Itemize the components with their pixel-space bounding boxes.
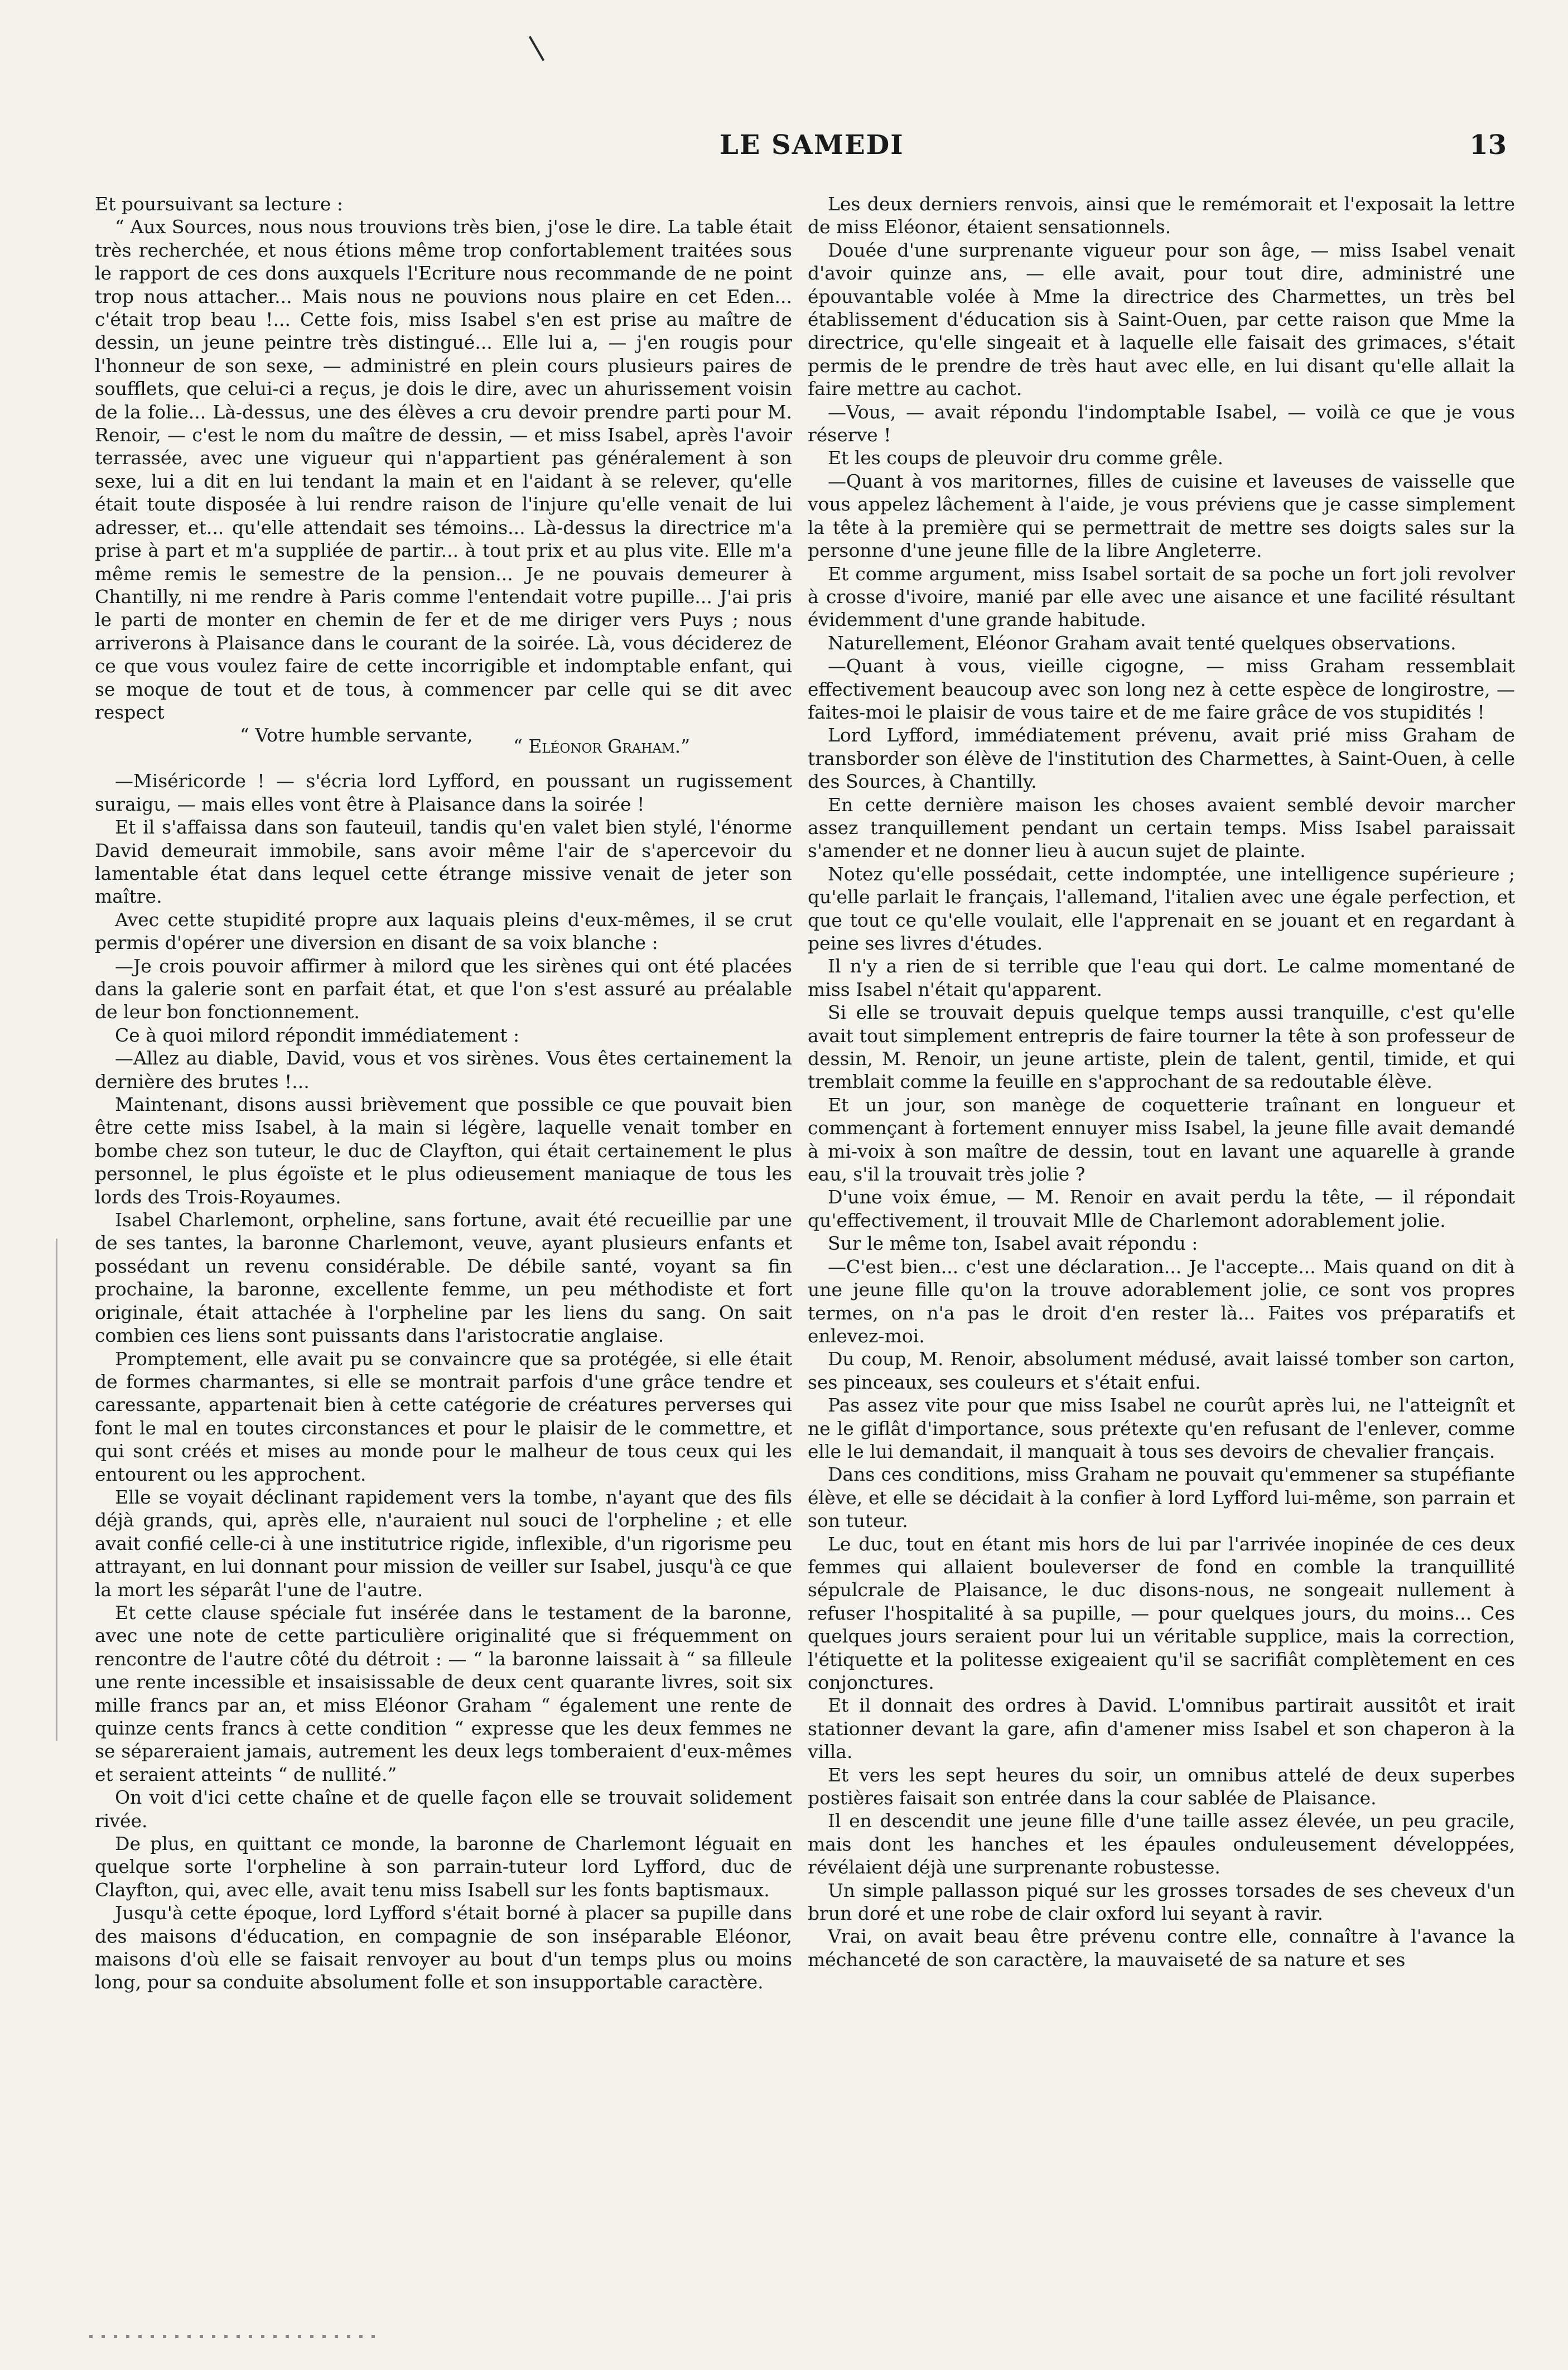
letter-signature-block <box>95 724 792 769</box>
paragraph: Ce à quoi milord répondit immédiatement : <box>115 1024 520 1046</box>
paragraph: Douée d'une surprenante vigueur pour son âge, — miss Isabel venait d'avoir quinze ans, — elle avait, pour tout dire, administré une épouvantable volée à Mme la directrice des Charmettes, un très bel établissement d'éducation sis à Saint-Ouen, par cette raison que Mme la directrice, qu'elle singeait et à laquelle elle faisait des grimaces, s'était permis de le prendre de très haut avec elle, en lui disant qu'elle allait la faire mettre au cachot. <box>808 239 1515 400</box>
paragraph: Jusqu'à cette époque, lord Lyfford s'était borné à placer sa pupille dans des maisons d'éducation, en compagnie de son inséparable Eléonor, maisons d'où elle se faisait renvoyer au bout d'un temps plus ou moins long, pour sa conduite absolument folle et son insupportable caractère. <box>95 1902 792 1993</box>
paragraph: Isabel Charlemont, orpheline, sans fortune, avait été recueillie par une de ses tantes, la baronne Charlemont, veuve, ayant plusieurs enfants et possédant un revenu considérable. De débile santé, voyant sa fin prochaine, la baronne, excellente femme, un peu méthodiste et fort originale, était attachée à l'orpheline par les liens du sang. On sait combien ces liens sont puissants dans l'aristocratie anglaise. <box>95 1209 792 1347</box>
paragraph: Les deux derniers renvois, ainsi que le remémorait et l'exposait la lettre de miss Eléonor, étaient sensationnels. <box>808 193 1515 238</box>
paragraph: —Je crois pouvoir affirmer à milord que les sirènes qui ont été placées dans la galerie sont en parfait état, et que l'on s'est assuré au préalable de leur bon fonctionnement. <box>95 955 792 1023</box>
paragraph: Et les coups de pleuvoir dru comme grêle. <box>828 447 1224 469</box>
letter-closing: “ Votre humble servante, <box>240 724 473 746</box>
paragraph: —Quant à vos maritornes, filles de cuisine et laveuses de vaisselle que vous appelez lâchement à l'aide, je vous préviens que je casse simplement la tête à la première qui se permettrait de mettre ses doigts sales sur la personne d'une jeune fille de la libre Angleterre. <box>808 470 1515 562</box>
paragraph: “ Aux Sources, nous nous trouvions très bien, j'ose le dire. La table était très recherchée, et nous étions même trop confortablement traitées sous le rapport de ces dons auxquels l'Ecriture nous recommande de ne point trop nous attacher... Mais nous ne pouvions nous plaire en cet Eden... c'était trop beau !... Cette fois, miss Isabel s'en est prise au maître de dessin, un jeune peintre très distingué... Elle lui a, — j'en rougis pour l'honneur de son sexe, — administré en plein cours plusieurs paires de soufflets, que celui-ci a reçus, je dois le dire, avec un ahurissement voisin de la folie... Là-dessus, une des élèves a cru devoir prendre parti pour M. Renoir, — c'est le nom du maître de dessin, — et miss Isabel, après l'avoir terrassée, avec une vigueur qui n'appartient pas généralement à son sexe, lui a dit en lui tendant la main et en l'aidant à se relever, qu'elle était toute disposée à lui rendre raison de l'injure qu'elle venait de lui adresser, et... qu'elle attendait ses témoins... Là-dessus la directrice m'a prise à part et m'a suppliée de partir... à tout prix et au plus vite. Elle m'a même remis le semestre de la pension... Je ne pouvais demeurer à Chantilly, ni me rendre à Paris comme l'entendait votre pupille... J'ai pris le parti de monter en chemin de fer et de me diriger vers Puys ; nous arriverons à Plaisance dans le courant de la soirée. Là, vous déciderez de ce que vous voulez faire de cette incorrigible et indomptable enfant, qui se moque de tout et de tous, à commencer par celle qui se dit avec respect <box>95 216 792 723</box>
paragraph: Notez qu'elle possédait, cette indomptée, une intelligence supérieure ; qu'elle parlait le français, l'allemand, l'italien avec une égale perfection, et que tout ce qu'elle voulait, elle l'apprenait en se jouant et en regardant à peine ses livres d'études. <box>808 863 1515 954</box>
paragraph: —Miséricorde ! — s'écria lord Lyfford, en poussant un rugissement suraigu, — mais elles vont être à Plaisance dans la soirée ! <box>95 770 792 815</box>
paragraph: Et vers les sept heures du soir, un omnibus attelé de deux superbes postières faisait son entrée dans la cour sablée de Plaisance. <box>808 1764 1515 1809</box>
print-noise <box>89 2335 379 2338</box>
paragraph: Maintenant, disons aussi brièvement que possible ce que pouvait bien être cette miss Isabel, à la main si légère, laquelle venait tomber en bombe chez son tuteur, le duc de Clayfton, qui était certainement le plus personnel, le plus égoïste et le plus odieusement maniaque de tous les lords des Trois-Royaumes. <box>95 1094 792 1208</box>
paragraph: En cette dernière maison les choses avaient semblé devoir marcher assez tranquillement pendant un certain temps. Miss Isabel paraissait s'amender et ne donner lieu à aucun sujet de plainte. <box>808 793 1515 862</box>
paragraph: Naturellement, Eléonor Graham avait tenté quelques observations. <box>828 632 1456 654</box>
paragraph: Il n'y a rien de si terrible que l'eau qui dort. Le calme momentané de miss Isabel n'était qu'apparent. <box>808 955 1515 1000</box>
left-column <box>95 192 792 1994</box>
paragraph: D'une voix émue, — M. Renoir en avait perdu la tête, — il répondait qu'effectivement, il trouvait Mlle de Charlemont adorablement jolie. <box>808 1186 1515 1231</box>
paragraph: —C'est bien... c'est une déclaration... Je l'accepte... Mais quand on dit à une jeune fille qu'on la trouve adorablement jolie, ce sont vos propres termes, on n'a pas le droit d'en rester là... Faites vos préparatifs et enlevez-moi. <box>808 1255 1515 1347</box>
paragraph: Pas assez vite pour que miss Isabel ne courût après lui, ne l'atteignît et ne le giflât d'importance, sous prétexte qu'en refusant de l'enlever, comme elle le lui demandait, il manquait à tous ses devoirs de chevalier français. <box>808 1394 1515 1462</box>
paragraph: Vrai, on avait beau être prévenu contre elle, connaître à l'avance la méchanceté de son caractère, la mauvaiseté de sa nature et ses <box>808 1925 1515 1971</box>
paragraph: —Quant à vous, vieille cigogne, — miss Graham ressemblait effectivement beaucoup avec son long nez à cette espèce de longirostre, — faites-moi le plaisir de vous taire et de me faire grâce de vos stupidités ! <box>808 655 1515 723</box>
paragraph: Et il s'affaissa dans son fauteuil, tandis qu'en valet bien stylé, l'énorme David demeurait immobile, sans avoir même l'air de s'apercevoir du lamentable état dans lequel cette étrange missive venait de jeter son maître. <box>95 816 792 908</box>
paragraph: Promptement, elle avait pu se convaincre que sa protégée, si elle était de formes charmantes, si elle se montrait parfois d'une grâce tendre et caressante, appartenait bien à cette catégorie de créatures perverses qui font le mal en toutes circonstances et pour le plaisir de le commettre, et qui sont créés et mises au monde pour le malheur de tous ceux qui les entourent ou les approchent. <box>95 1347 792 1485</box>
publication-title: LE SAMEDI <box>720 129 904 161</box>
paragraph: Un simple pallasson piqué sur les grosses torsades de ses cheveux d'un brun doré et une robe de clair oxford lui seyant à ravir. <box>808 1879 1515 1925</box>
paragraph: Elle se voyait déclinant rapidement vers la tombe, n'ayant que des fils déjà grands, qui, après elle, n'auraient nul souci de l'orpheline ; et elle avait confié celle-ci à une institutrice rigide, inflexible, d'un rigorisme peu attrayant, en lui donnant pour mission de veiller sur Isabel, jusqu'à ce que la mort les séparât l'une de l'autre. <box>95 1486 792 1601</box>
margin-mark <box>56 1239 57 1741</box>
letter-signature: “ Eléonor Graham.” <box>513 735 691 758</box>
paragraph: On voit d'ici cette chaîne et de quelle façon elle se trouvait solidement rivée. <box>95 1786 792 1832</box>
paragraph: Lord Lyfford, immédiatement prévenu, avait prié miss Graham de transborder son élève de l'institution des Charmettes, à Saint-Ouen, à celle des Sources, à Chantilly. <box>808 724 1515 793</box>
print-mark <box>529 36 544 61</box>
paragraph: —Vous, — avait répondu l'indomptable Isabel, — voilà ce que je vous réserve ! <box>808 401 1515 446</box>
right-column <box>808 192 1515 1971</box>
paragraph: De plus, en quittant ce monde, la baronne de Charlemont léguait en quelque sorte l'orpheline à son parrain-tuteur lord Lyfford, duc de Clayfton, qui, avec elle, avait tenu miss Isabell sur les fonts baptismaux. <box>95 1833 792 1901</box>
paragraph: —Allez au diable, David, vous et vos sirènes. Vous êtes certainement la dernière des brutes !... <box>95 1047 792 1092</box>
paragraph: Le duc, tout en étant mis hors de lui par l'arrivée inopinée de ces deux femmes qui allaient bouleverser de fond en comble la tranquillité sépulcrale de Plaisance, le duc disons-nous, ne songeait nullement à refuser l'hospitalité à sa pupille, — pour quelques jours, du moins... Ces quelques jours seraient pour lui un véritable supplice, mais la correction, l'étiquette et la politesse exigeaient qu'il se sacrifiât complètement en ces conjonctures. <box>808 1533 1515 1693</box>
paragraph: Et il donnait des ordres à David. L'omnibus partirait aussitôt et irait stationner devant la gare, afin d'amener miss Isabel et son chaperon à la villa. <box>808 1694 1515 1763</box>
paragraph: Du coup, M. Renoir, absolument médusé, avait laissé tomber son carton, ses pinceaux, ses couleurs et s'était enfui. <box>808 1348 1515 1393</box>
paragraph: Si elle se trouvait depuis quelque temps aussi tranquille, c'est qu'elle avait tout simplement entrepris de faire tourner la tête à son professeur de dessin, M. Renoir, un jeune artiste, plein de talent, gentil, timide, et qui tremblait comme la feuille en s'approchant de sa redoutable élève. <box>808 1001 1515 1093</box>
paragraph: Sur le même ton, Isabel avait répondu : <box>828 1232 1198 1255</box>
page-number: 13 <box>1469 129 1507 161</box>
paragraph: Avec cette stupidité propre aux laquais pleins d'eux-mêmes, il se crut permis d'opérer une diversion en disant de sa voix blanche : <box>95 908 792 954</box>
paragraph: Et comme argument, miss Isabel sortait de sa poche un fort joli revolver à crosse d'ivoire, manié par elle avec une aisance et une facilité résultant évidemment d'une grande habitude. <box>808 562 1515 631</box>
paragraph: Et un jour, son manège de coquetterie traînant en longueur et commençant à fortement ennuyer miss Isabel, la jeune fille avait demandé à mi-voix à son maître de dessin, tout en lavant une aquarelle à grande eau, s'il la trouvait très jolie ? <box>808 1094 1515 1186</box>
paragraph: Il en descendit une jeune fille d'une taille assez élevée, un peu gracile, mais dont les hanches et les épaules onduleusement développées, révélaient déjà une surprenante robustesse. <box>808 1810 1515 1878</box>
paragraph: Dans ces conditions, miss Graham ne pouvait qu'emmener sa stupéfiante élève, et elle se décidait à la confier à lord Lyfford lui-même, son parrain et son tuteur. <box>808 1463 1515 1532</box>
page-header <box>0 129 1568 174</box>
paragraph: Et poursuivant sa lecture : <box>95 193 344 215</box>
paragraph: Et cette clause spéciale fut insérée dans le testament de la baronne, avec une note de cette particulière originalité que si fréquemment on rencontre de l'autre côté du détroit : — “ la baronne laissait à “ sa filleule une rente incessible et insaisissable de deux cent quarante livres, soit six mille francs par an, et miss Eléonor Graham “ également une rente de quinze cents francs à cette condition “ expresse que les deux femmes ne se sépareraient jamais, autrement les deux legs tomberaient d'eux-mêmes et seraient atteints “ de nullité.” <box>95 1601 792 1785</box>
